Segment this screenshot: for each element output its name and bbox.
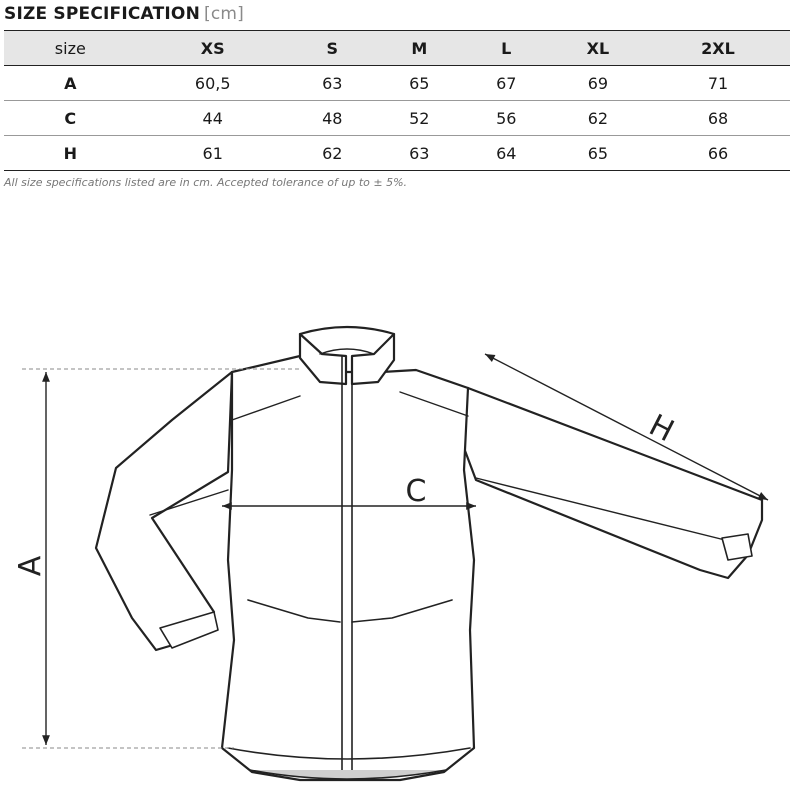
column-header: XL <box>550 31 646 66</box>
table-cell: 69 <box>550 66 646 101</box>
table-cell: 67 <box>463 66 550 101</box>
column-header: S <box>289 31 376 66</box>
table-cell: 60,5 <box>137 66 289 101</box>
unit-label: [cm] <box>204 4 244 24</box>
table-cell: 64 <box>463 136 550 171</box>
column-header: L <box>463 31 550 66</box>
dimension-a-label: A <box>13 555 48 577</box>
table-cell: 68 <box>646 101 790 136</box>
table-cell: 62 <box>550 101 646 136</box>
table-cell: 61 <box>137 136 289 171</box>
table-cell: 65 <box>550 136 646 171</box>
table-cell: 71 <box>646 66 790 101</box>
dimension-h-label: H <box>643 407 680 450</box>
row-label: C <box>4 101 137 136</box>
row-label: A <box>4 66 137 101</box>
table-cell: 44 <box>137 101 289 136</box>
table-cell: 56 <box>463 101 550 136</box>
table-cell: 66 <box>646 136 790 171</box>
title-text: SIZE SPECIFICATION <box>4 4 200 24</box>
table-cell: 65 <box>376 66 463 101</box>
jacket-outline <box>96 327 762 780</box>
column-header: size <box>4 31 137 66</box>
table-cell: 62 <box>289 136 376 171</box>
column-header: M <box>376 31 463 66</box>
table-cell: 52 <box>376 101 463 136</box>
table-cell: 63 <box>289 66 376 101</box>
table-cell: 63 <box>376 136 463 171</box>
column-header: XS <box>137 31 289 66</box>
column-header: 2XL <box>646 31 790 66</box>
table-cell: 48 <box>289 101 376 136</box>
row-label: H <box>4 136 137 171</box>
tolerance-note: All size specifications listed are in cm. Accepted tolerance of up to ± 5%. <box>4 176 408 189</box>
dimension-c-label: C <box>405 474 427 509</box>
